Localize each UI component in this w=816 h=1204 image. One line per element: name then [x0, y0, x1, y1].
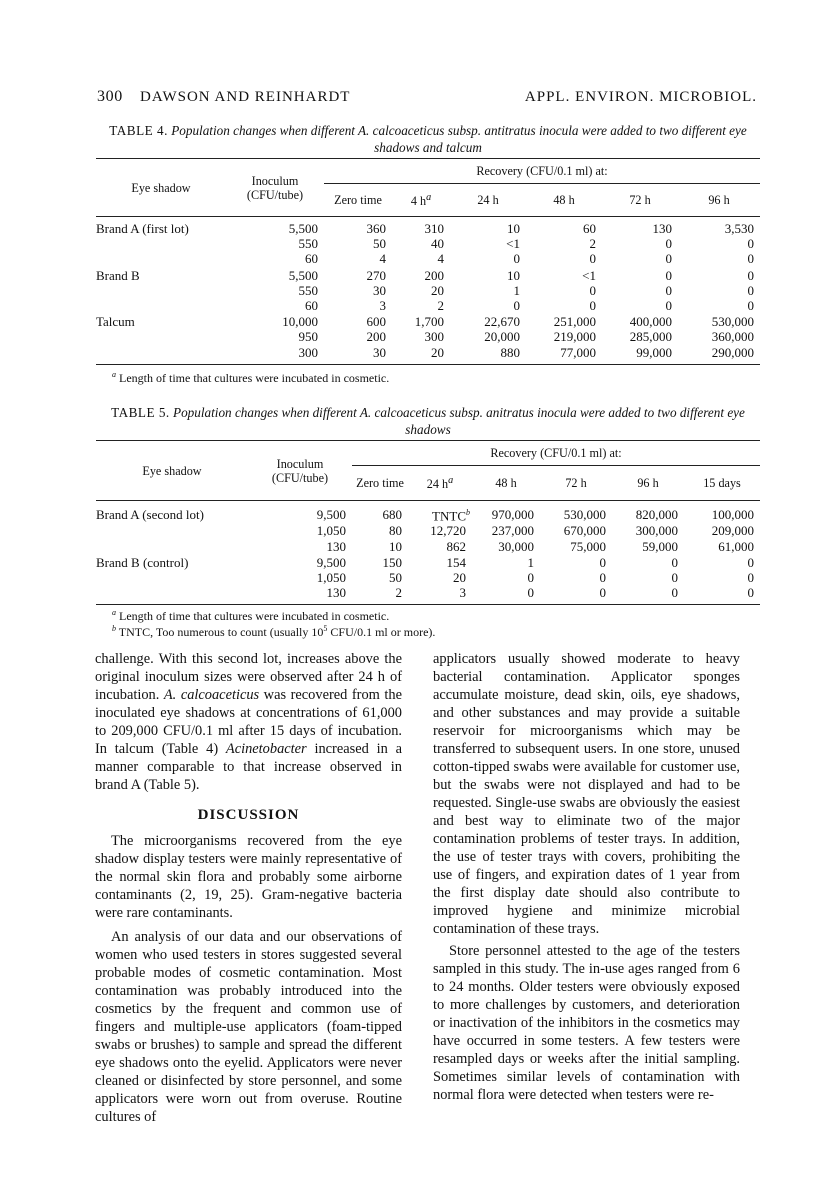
table4-cell: 77,000 — [526, 345, 602, 365]
table4-row-label — [96, 345, 226, 365]
table5-cell: 862 — [446, 538, 466, 554]
table4-cell: 285,000 — [629, 329, 672, 345]
table4-row — [96, 217, 760, 237]
table5-cell: 0 — [540, 585, 612, 605]
table4-row — [96, 313, 760, 329]
table4-row-label: Brand B — [96, 267, 140, 283]
table4-cell: <1 — [582, 267, 596, 283]
table4-row — [96, 236, 760, 251]
table4-cell: 3,530 — [724, 221, 754, 237]
right-paragraph-2: Store personnel attested to the age of the testers sampled in this study. The in-use ages ranged from 6 to 24 months. Older testers were obviously exposed to more challenges by customers, and deterioration or inactivation of the inhibitors in the cosmetics may have occurred in some testers. A few testers were resampled days or weeks after the initial sampling. Sometimes similar levels of contamination with normal flora were detected when testers were re- — [433, 943, 740, 1103]
table5-cell: 12,720 — [430, 523, 466, 539]
table5-row-label — [96, 539, 248, 554]
table4-header-time-2: 24 h — [450, 184, 526, 217]
table4-cell: 60 — [583, 221, 596, 237]
table4-cell: 950 — [298, 329, 318, 345]
table4-cell: 130 — [652, 221, 672, 237]
table4-cell: 0 — [665, 251, 672, 267]
table4-cell: 0 — [589, 282, 596, 298]
table4-cell: 20,000 — [484, 329, 520, 345]
table4-cell: 1 — [513, 282, 520, 298]
table5-cell: 30,000 — [498, 538, 534, 554]
table4-header-time-4: 72 h — [602, 184, 678, 217]
table4-header-time-3: 48 h — [526, 184, 602, 217]
table4-cell: 251,000 — [553, 314, 596, 330]
table5-cell: 0 — [599, 569, 606, 585]
table5-cell: 75,000 — [570, 538, 606, 554]
table5-row-label: Brand B (control) — [96, 554, 189, 570]
table5-cell: 0 — [747, 569, 754, 585]
table4-cell: 20 — [431, 282, 444, 298]
table5-cell: 670,000 — [563, 523, 606, 539]
table5-cell: 970,000 — [491, 506, 534, 522]
table4-cell: 22,670 — [484, 314, 520, 330]
table4-cell: 0 — [747, 282, 754, 298]
table5-cell: 154 — [446, 554, 466, 570]
table4-row-label — [96, 251, 226, 266]
table5-cell: 1,050 — [316, 523, 346, 539]
table4-cell: 2 — [437, 298, 444, 314]
table4-cell: 880 — [450, 345, 526, 365]
table4-cell: 5,500 — [288, 267, 318, 283]
table4-cell: 300 — [226, 345, 324, 365]
table5-cell: 50 — [389, 569, 402, 585]
table4-cell: 30 — [373, 282, 386, 298]
table5-title: Population changes when different A. calcoaceticus subsp. anitratus inocula were added to two different eye shadows — [173, 405, 745, 437]
table5-cell: 150 — [382, 554, 402, 570]
table4-cell: 4 — [379, 251, 386, 267]
table5-header-eye-shadow: Eye shadow — [96, 441, 248, 501]
running-head-authors: DAWSON AND REINHARDT — [140, 89, 351, 105]
table5-footnote-b: $^b$ TNTC, Too numerous to count (usually $10^5$ CFU/0.1 ml or more). — [112, 624, 436, 639]
table5-footnote-b-exponent: 5 — [323, 624, 328, 633]
table5-cell: 80 — [389, 523, 402, 539]
table5-body — [96, 501, 760, 605]
table5-header-time-4: 96 h — [612, 466, 684, 501]
table4-cell: 60 — [305, 298, 318, 314]
table5-cell: 1,050 — [316, 569, 346, 585]
table4-cell: 400,000 — [629, 314, 672, 330]
table4-cell: 200 — [366, 329, 386, 345]
table4-cell: 40 — [431, 236, 444, 252]
table4-body — [96, 217, 760, 365]
table4-cell: 99,000 — [602, 345, 678, 365]
table4-cell: 300 — [424, 329, 444, 345]
table4-label: TABLE 4. — [109, 123, 168, 138]
table4-cell: 290,000 — [678, 345, 760, 365]
table5-cell: 0 — [747, 554, 754, 570]
table5-cell: 130 — [248, 585, 352, 605]
table5-row — [96, 585, 760, 605]
table4-cell: 5,500 — [288, 221, 318, 237]
table5-cell: 0 — [671, 569, 678, 585]
left-column — [95, 650, 402, 1126]
table5-footnote-b-text: TNTC, Too numerous to count (usually 10 — [118, 625, 324, 639]
table4-cell: 0 — [589, 298, 596, 314]
table5-cell: 0 — [472, 585, 540, 605]
table4-header-time-1: 4 $h^a$ — [392, 184, 450, 217]
table5-header-time-0: Zero time — [352, 466, 408, 501]
table4-cell: 10,000 — [282, 314, 318, 330]
table5-cell: 1 — [527, 554, 534, 570]
table5-header-time-5: 15 days — [684, 466, 760, 501]
table5-cell: 61,000 — [718, 538, 754, 554]
running-head — [97, 88, 757, 110]
table5-cell: 59,000 — [642, 538, 678, 554]
left-paragraph-3: An analysis of our data and our observations of women who used testers in stores suggested several probable modes of cosmetic contamination. Most contamination was probably introduced into the cosmetics by the frequent and common use of fingers and multiple-use applicators (foam-tipped swabs or brushes) to sample and spread the different eye shadows onto the eyelid. Applicators were never cleaned or disinfected by store personnel, and some applicators were worn out from overuse. Routine cultures of — [95, 929, 402, 1125]
table5-cell: 0 — [599, 554, 606, 570]
running-head-journal: APPL. ENVIRON. MICROBIOL. — [524, 89, 757, 105]
table5-cell: 0 — [671, 554, 678, 570]
table4-header-recovery: Recovery (CFU/0.1 ml) at: — [324, 159, 760, 184]
table4-cell: 360 — [366, 221, 386, 237]
table4-cell: 4 — [437, 251, 444, 267]
table5-footnote-a: $^a$ Length of time that cultures were incubated in cosmetic. — [112, 608, 390, 623]
table5-cell: 2 — [352, 585, 408, 605]
table5-label: TABLE 5. — [111, 405, 170, 420]
table4-cell: 0 — [747, 298, 754, 314]
table4-cell: 0 — [589, 251, 596, 267]
table4-row — [96, 298, 760, 313]
table4-cell: 270 — [366, 267, 386, 283]
table4-cell: 550 — [298, 282, 318, 298]
table5-cell: 0 — [612, 585, 684, 605]
table4-cell: 550 — [298, 236, 318, 252]
table5-cell: 300,000 — [635, 523, 678, 539]
table4-cell: 0 — [513, 251, 520, 267]
discussion-heading: DISCUSSION — [197, 807, 300, 823]
table4-cell: 60 — [305, 251, 318, 267]
table4-footnote-a: Length of time that cultures were incubated in cosmetic. — [119, 371, 390, 385]
right-paragraph-1: applicators usually showed moderate to heavy bacterial contamination. Applicator sponges accumulate moisture, dead skin, oils, eye shadows, and other substances and may provide a suitable reservoir for microorganisms which may be transferred to subsequent users. In one store, unused cotton-tipped swabs were available for customer use, but the swabs were not displayed and had to be requested. Single-use swabs are obviously the easiest and best way to eliminate two of the major contamination problems of tester trays. In addition, the use of tester trays with covers, prohibiting the use of fingers, and expiration dates of 1 year from the first display date should also contribute to improved hygiene and minimize microbial contamination of these trays. — [433, 651, 740, 937]
table5-header-time-1: 24 $h^a$ — [408, 466, 472, 501]
table4-row — [96, 329, 760, 344]
table5-cell: 209,000 — [711, 523, 754, 539]
page-number: 300 — [97, 88, 123, 105]
table5-cell: 130 — [326, 538, 346, 554]
table4-cell: 0 — [665, 298, 672, 314]
table4-header-time-5: 96 h — [678, 184, 760, 217]
table4-row — [96, 283, 760, 298]
table5-row-label — [96, 585, 248, 605]
table4-row-label — [96, 236, 226, 251]
table4-cell: 10 — [507, 267, 520, 283]
table5-cell: 680 — [382, 506, 402, 522]
table5 — [96, 440, 760, 605]
table5-header-inoculum: Inoculum (CFU/tube) — [248, 441, 352, 501]
table5-header-time-2: 48 h — [472, 466, 540, 501]
table4-cell: 0 — [747, 236, 754, 252]
table4-row-label: Brand A (first lot) — [96, 221, 189, 237]
table4-cell: 1,700 — [414, 314, 444, 330]
table5-cell: 10 — [389, 538, 402, 554]
table5-row-label — [96, 570, 248, 585]
table5-row — [96, 523, 760, 538]
table4-cell: 0 — [665, 236, 672, 252]
table4-cell: 530,000 — [711, 314, 754, 330]
table5-cell: 820,000 — [635, 506, 678, 522]
table5-cell: 100,000 — [711, 506, 754, 522]
table4-cell: 0 — [747, 251, 754, 267]
table5-cell: 0 — [684, 585, 760, 605]
table5-header-recovery: Recovery (CFU/0.1 ml) at: — [352, 441, 760, 466]
table4-footnote: $^a$ Length of time that cultures were incubated in cosmetic. — [112, 370, 390, 385]
table4-cell: 310 — [424, 221, 444, 237]
table4-row-label — [96, 298, 226, 313]
table4-title: Population changes when different A. calcoaceticus subsp. antitratus inocula were added to two different eye shadows and talcum — [171, 123, 747, 155]
table5-cell: 3 — [408, 585, 472, 605]
table5-header-time-3: 72 h — [540, 466, 612, 501]
table4-cell: 2 — [589, 236, 596, 252]
table5-cell: 0 — [527, 569, 534, 585]
table4-cell: <1 — [506, 236, 520, 252]
table4-cell: 10 — [507, 221, 520, 237]
table4-row-label — [96, 329, 226, 344]
table5-row-label: Brand A (second lot) — [96, 506, 204, 522]
table5-cell: 9,500 — [316, 554, 346, 570]
table4-header-time-0: Zero time — [324, 184, 392, 217]
table5-row — [96, 539, 760, 554]
table5-footnote-a-text: Length of time that cultures were incubated in cosmetic. — [119, 609, 390, 623]
table4-row — [96, 267, 760, 283]
table4-row — [96, 345, 760, 365]
table4-caption — [96, 122, 760, 156]
table4 — [96, 158, 760, 365]
table4-cell: 360,000 — [711, 329, 754, 345]
table5-footnote-b-tail: CFU/0.1 ml or more). — [327, 625, 436, 639]
table4-row-label — [96, 283, 226, 298]
table4-row — [96, 251, 760, 266]
table5-cell: 237,000 — [491, 523, 534, 539]
table5-row — [96, 554, 760, 570]
table5-cell: 20 — [453, 569, 466, 585]
table4-cell: 600 — [366, 314, 386, 330]
table4-cell: 3 — [379, 298, 386, 314]
table4-cell: 0 — [665, 267, 672, 283]
table5-cell: TNTC$^b$ — [432, 508, 470, 524]
table4-header-eye-shadow: Eye shadow — [96, 159, 226, 217]
table5-cell: 9,500 — [316, 506, 346, 522]
table4-cell: 0 — [513, 298, 520, 314]
footnote-marker-b: b — [466, 508, 470, 517]
table4-cell: 219,000 — [553, 329, 596, 345]
table4-cell: 200 — [424, 267, 444, 283]
right-column — [433, 650, 740, 1104]
left-paragraph-1: challenge. With this second lot, increases above the original inoculum sizes were observed after 24 h of incubation. A. calcoaceticus was recovered from the inoculated eye shadows at concentrations of 61,000 to 209,000 CFU/0.1 ml after 15 days of incubation. In talcum (Table 4) Acinetobacter increased in a manner comparable to that increase observed in brand A (Table 5). — [95, 651, 402, 793]
table4-row-label: Talcum — [96, 314, 135, 330]
table4-cell: 50 — [373, 236, 386, 252]
table4-cell: 20 — [392, 345, 450, 365]
table5-row — [96, 570, 760, 585]
table5-cell: 530,000 — [563, 506, 606, 522]
table5-row-label — [96, 523, 248, 538]
table5-caption — [96, 404, 760, 438]
table5-row — [96, 501, 760, 524]
left-paragraph-2: The microorganisms recovered from the eye shadow display testers were mainly representative of the normal skin flora and probably some airborne contaminants (2, 19, 25). Gram-negative bacteria were rare contaminants. — [95, 833, 402, 921]
table4-cell: 0 — [747, 267, 754, 283]
table4-header-inoculum: Inoculum (CFU/tube) — [226, 159, 324, 217]
table4-cell: 30 — [324, 345, 392, 365]
table4-cell: 0 — [665, 282, 672, 298]
